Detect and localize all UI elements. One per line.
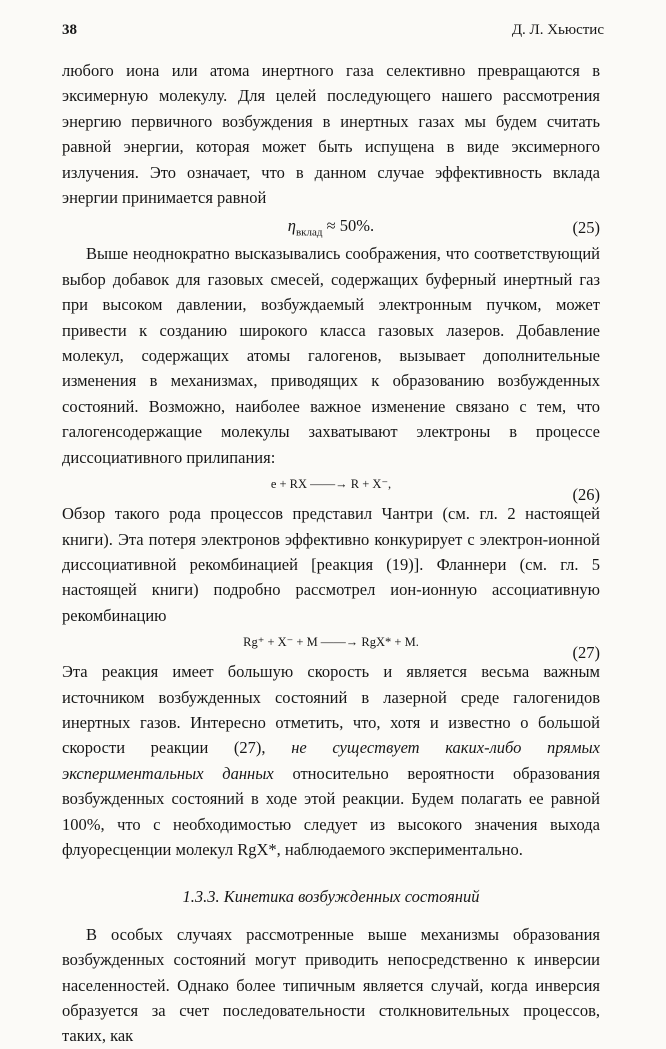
paragraph-4-part2: относительно вероятности образования возбужденных состояний в ходе этой реакции. Будем полагать ее равной 100%, что с необходимостью следует из высокого значения выхода флуоресценции молекул RgX*, наблюдаемого экспериментально. (62, 763, 600, 859)
equation-26-formula: e + RX ——→ R + X⁻, (270, 477, 392, 492)
eta-subscript: вклад (295, 226, 323, 239)
equation-27 (62, 628, 600, 663)
paragraph-1: любого иона или атома инертного газа селективно превращаются в эксимерную молекулу. Для целей последующего нашего рассмотрения энергию первичного возбуждения в инертных газах мы будем считать равной энергии, которая может быть испущена в виде эксимерного излучения. Это означает, что в данном случае эффективность вклада энергии принимается равной (62, 61, 600, 208)
equation-27-number: (27) (572, 643, 600, 663)
paragraph-2: Выше неоднократно высказывались соображения, что соответствующий выбор добавок для газовых смесей, содержащих буферный инертный газ при высоком давлении, возбуждаемый электронным пучком, может привести к созданию широкого класса газовых лазеров. Добавление молекул, содержащих атомы галогенов, вызывает дополнительные изменения в механизмах, приводящих к образованию возбужденных состояний. Возможно, наиболее важное изменение связано с тем, что галогенсодержащие молекулы захватывают электроны в процессе диссоциативного прилипания: (62, 244, 600, 467)
paragraph-4 (62, 659, 600, 862)
equation-26-number: (26) (572, 485, 600, 505)
equation-25-formula (62, 213, 600, 246)
paragraph-5: В особых случаях рассмотренные выше механизмы образования возбужденных состояний могут приводить непосредственно к инверсии населенностей. Однако более типичным является случай, когда инверсия образуется за счет последовательности столкновительных процессов, таких, как (62, 924, 600, 1046)
running-title: Д. Л. Хьюстис (511, 22, 604, 38)
equation-25 (62, 210, 600, 241)
eta-symbol: η (287, 216, 296, 236)
equation-26 (62, 470, 600, 505)
paragraph-4-emphasis: не существует каких-либо прямых экспериментальных данных (62, 738, 600, 783)
page-body (62, 58, 600, 1049)
equation-25-number: (25) (572, 218, 600, 238)
equation-25-rhs: ≈ 50%. (326, 216, 375, 236)
running-header (62, 22, 604, 44)
section-heading: 1.3.3. Кинетика возбужденных состояний (182, 887, 480, 907)
page-number: 38 (62, 22, 77, 38)
equation-27-formula: Rg⁺ + X⁻ + M ——→ RgX* + M. (243, 635, 419, 650)
paragraph-3: Обзор такого рода процессов представил Чантри (см. гл. 2 настоящей книги). Эта потеря электронов эффективно конкурирует с электрон-ионной диссоциативной рекомбинацией [реакция (19)]. Фланнери (см. гл. 5 настоящей книги) подробно рассмотрел ион-ионную ассоциативную рекомбинацию (62, 504, 600, 625)
paragraph-4-part1: Эта реакция имеет большую скорость и является весьма важным источником возбужденных состояний в лазерной среде галогенидов инертных газов. Интересно отметить, что, хотя и известно о большой скорости реакции (27), (62, 662, 600, 758)
